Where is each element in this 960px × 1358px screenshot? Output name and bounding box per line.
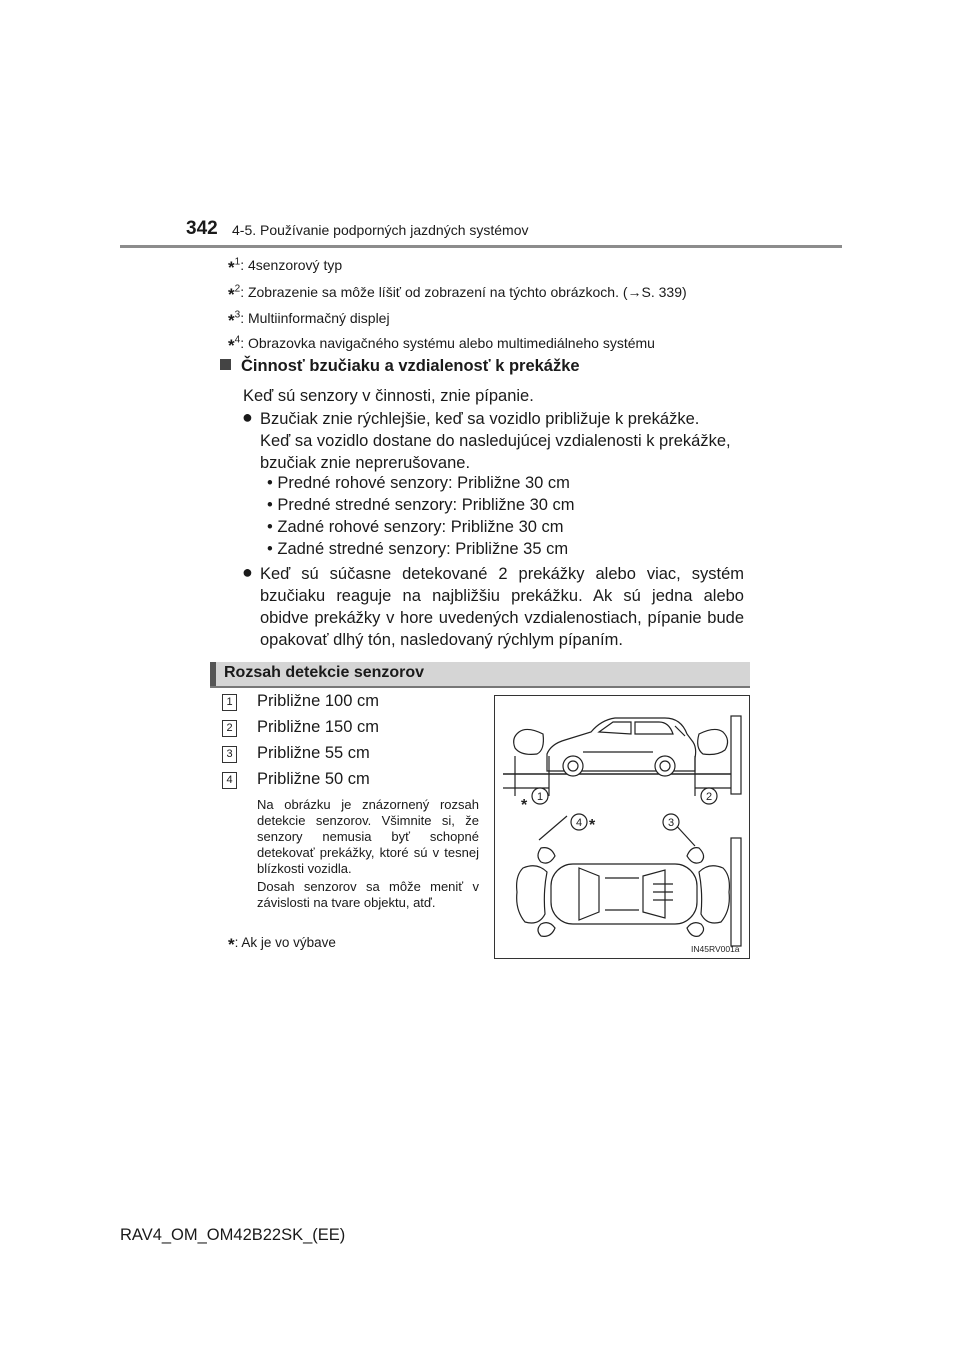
- page-number: 342: [186, 218, 218, 239]
- range-item-2: Približne 150 cm: [257, 718, 379, 736]
- buzzer-heading-text: Činnosť bzučiaku a vzdialenosť k prekážke: [241, 357, 580, 375]
- section-title: 4-5. Používanie podporných jazdných systémov: [232, 222, 529, 238]
- footnote-3: [228, 308, 390, 328]
- wall-bottom-icon: [731, 838, 741, 946]
- footnote-text: : Multiinformačný displej: [240, 310, 390, 326]
- section-banner-bar: [210, 662, 216, 686]
- buzzer-intro: Keď sú senzory v činnosti, znie pípanie.: [243, 387, 534, 405]
- sub-bullet: • Predné stredné senzory: Približne 30 cm: [267, 496, 575, 514]
- wall-top-icon: [731, 716, 741, 794]
- star-note-text: : Ak je vo výbave: [234, 935, 336, 950]
- figure-label-2: 2: [705, 791, 713, 803]
- star-note: [228, 932, 336, 952]
- number-box: 1: [222, 694, 237, 711]
- footer-code: RAV4_OM_OM42B22SK_(EE): [120, 1226, 346, 1244]
- bullet2-text: Keď sú súčasne detekované 2 prekážky alebo viac, systém bzučiaku reaguje na najbližšiu prekážku. Ak sú jedna alebo obidve prekážky v hore uvedených vzdialenostiach, pípanie bude opakovať dlhý tón, nasledovaný rýchlym pípaním.: [260, 565, 744, 649]
- square-bullet-icon: [220, 359, 231, 370]
- footnote-sup: 4: [234, 334, 241, 346]
- bullet1-line2: Keď sa vozidlo dostane do nasledujúcej vzdialenosti k prekážke,: [260, 432, 731, 450]
- note-detection: Na obrázku je znázornený rozsah detekcie senzorov. Všimnite si, že senzory nemusia byť schopné detekovať prekážky, ktoré sú v tesnej blízkosti vozidla.: [257, 797, 479, 876]
- footnote-sup: 1: [234, 256, 241, 268]
- range-item-3: Približne 55 cm: [257, 744, 370, 762]
- footnote-text: : Zobrazenie sa môže líšiť od zobrazení na týchto obrázkoch. (→S. 339): [240, 284, 687, 300]
- footnote-text: : 4senzorový typ: [240, 257, 343, 273]
- number-box: 4: [222, 772, 237, 789]
- section-banner-rule: [210, 686, 750, 688]
- sensor-lobe-front-icon: [514, 729, 544, 754]
- figure-label-1: 1: [536, 791, 544, 803]
- footnote-mark: *: [228, 285, 235, 304]
- footnote-mark: *: [228, 311, 235, 330]
- header-rule: [120, 245, 842, 248]
- car-side-icon: [547, 718, 696, 776]
- figure-star-1: *: [521, 797, 528, 814]
- note-range: Dosah senzorov sa môže meniť v závislosti na tvare objektu, atď.: [257, 879, 479, 910]
- star-mark: *: [228, 935, 235, 954]
- range-item-1: Približne 100 cm: [257, 692, 379, 710]
- bullet-dot-icon: ●: [242, 407, 253, 427]
- footnote-mark: *: [228, 336, 235, 355]
- detection-heading: Rozsah detekcie senzorov: [224, 664, 425, 681]
- footnote-2: [228, 282, 687, 302]
- range-item-4: Približne 50 cm: [257, 770, 370, 788]
- bullet-dot-icon: ●: [242, 562, 253, 582]
- sensor-range-diagram: [495, 696, 749, 958]
- sensor-range-figure: [494, 695, 750, 959]
- figure-label-4: 4: [575, 817, 583, 829]
- figure-code: IN45RV001a: [691, 944, 740, 954]
- footnote-mark: *: [228, 258, 235, 277]
- number-box: 3: [222, 746, 237, 763]
- bullet1-line3: bzučiak znie neprerušovane.: [260, 454, 471, 472]
- sensor-lobe-rear-top-icon: [699, 866, 729, 923]
- footnote-sup: 2: [234, 283, 241, 295]
- buzzer-heading: [220, 357, 580, 376]
- footnote-4: [228, 333, 655, 353]
- footnote-text: : Obrazovka navigačného systému alebo multimediálneho systému: [240, 335, 655, 351]
- car-top-icon: [551, 864, 697, 924]
- range-line-4: [539, 816, 567, 840]
- bullet1-line1: Bzučiak znie rýchlejšie, keď sa vozidlo približuje k prekážke.: [260, 410, 700, 428]
- footnote-sup: 3: [234, 309, 241, 321]
- sub-bullet: • Zadné rohové senzory: Približne 30 cm: [267, 518, 564, 536]
- sensor-lobe-rear-icon: [698, 729, 728, 754]
- sub-bullet: • Zadné stredné senzory: Približne 35 cm: [267, 540, 569, 558]
- figure-star-2: *: [589, 817, 596, 834]
- sensor-lobe-front-top-icon: [517, 866, 547, 923]
- figure-label-3: 3: [667, 817, 675, 829]
- number-box: 2: [222, 720, 237, 737]
- footnote-1: [228, 255, 342, 275]
- sub-bullet: • Predné rohové senzory: Približne 30 cm: [267, 474, 570, 492]
